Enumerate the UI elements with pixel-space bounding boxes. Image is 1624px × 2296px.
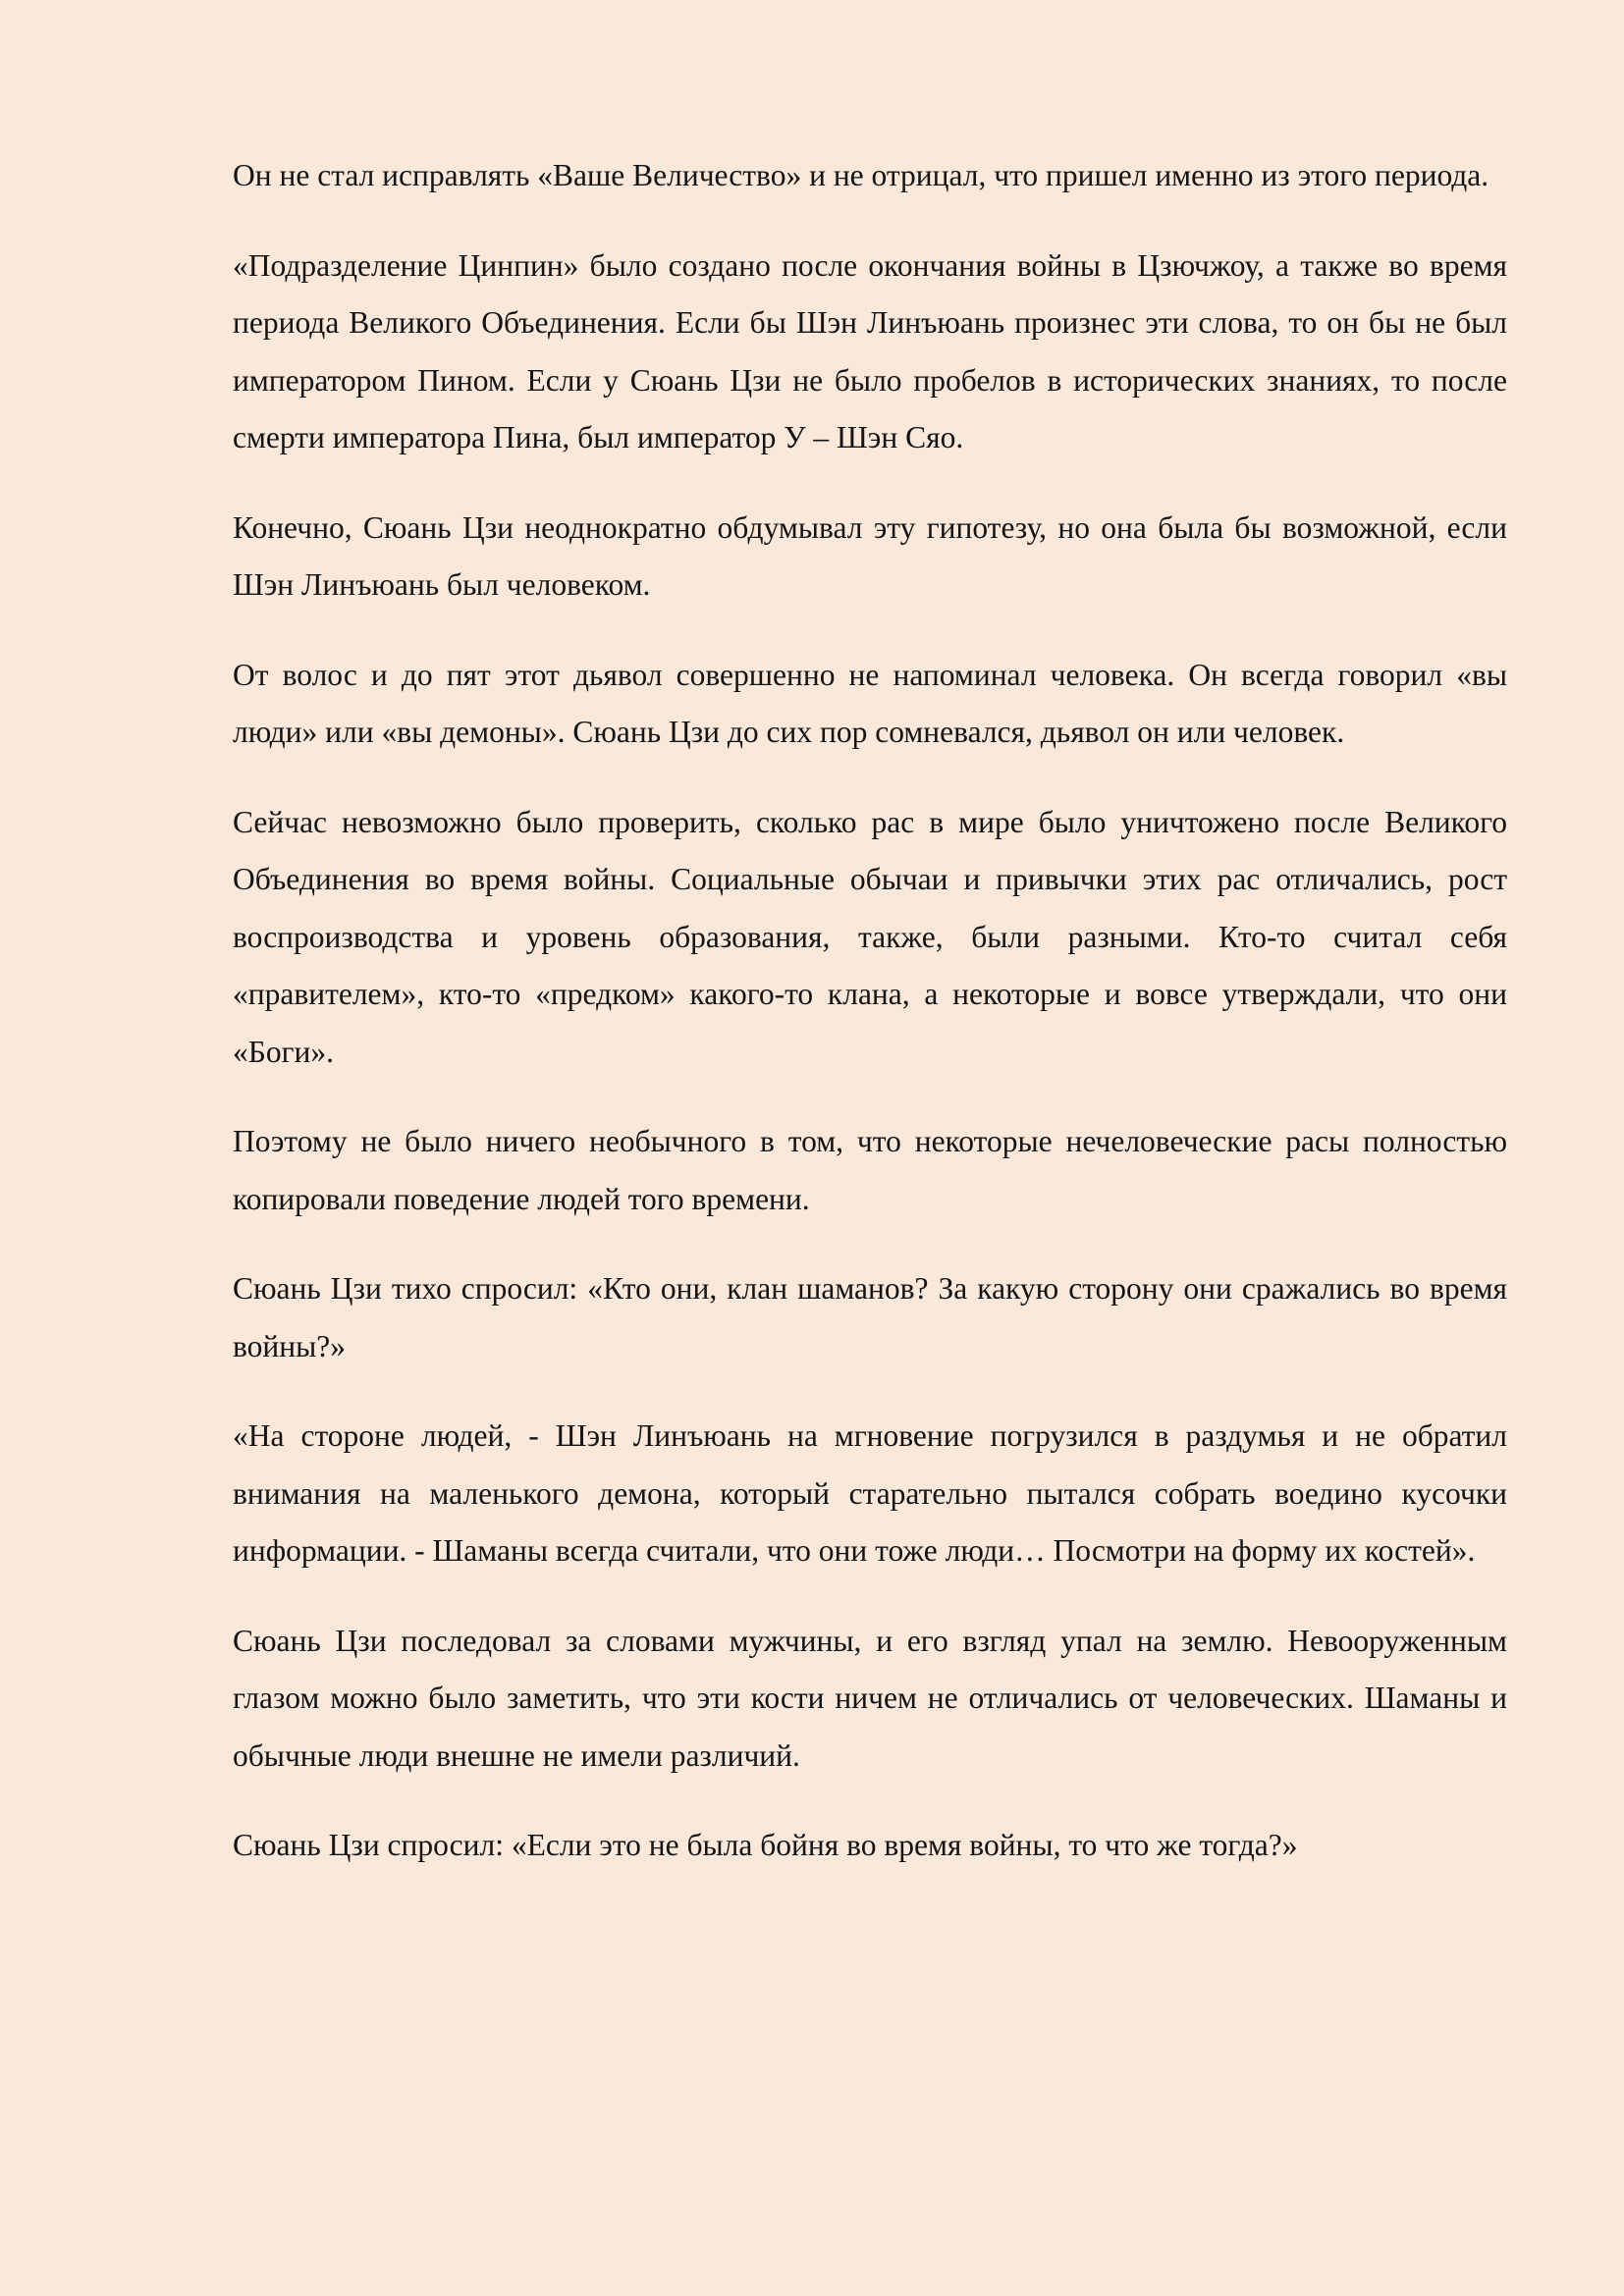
document-page xyxy=(233,147,1507,1907)
paragraph-9: Сюань Цзи последовал за словами мужчины, и его взгляд упал на землю. Невооруженным глазом можно было заметить, что эти кости ничем не отличались от человеческих. Шаманы и обычные люди внешне не имели различий. xyxy=(233,1623,1507,1773)
paragraph-1: Он не стал исправлять «Ваше Величество» и не отрицал, что пришел именно из этого периода. xyxy=(233,158,1489,192)
paragraph-7: Сюань Цзи тихо спросил: «Кто они, клан шаманов? За какую сторону они сражались во время войны?» xyxy=(233,1271,1507,1363)
paragraph-5: Сейчас невозможно было проверить, сколько рас в мире было уничтожено после Великого Объединения во время войны. Социальные обычаи и привычки этих рас отличались, рост воспроизводства и уровень образования, также, были разными. Кто-то считал себя «правителем», кто-то «предком» какого-то клана, а некоторые и вовсе утверждали, что они «Боги». xyxy=(233,804,1507,1069)
paragraph-4: От волос и до пят этот дьявол совершенно не напоминал человека. Он всегда говорил «вы люди» или «вы демоны». Сюань Цзи до сих пор сомневался, дьявол он или человек. xyxy=(233,657,1507,749)
paragraph-3: Конечно, Сюань Цзи неоднократно обдумывал эту гипотезу, но она была бы возможной, если Шэн Линъюань был человеком. xyxy=(233,509,1507,602)
paragraph-6: Поэтому не было ничего необычного в том, что некоторые нечеловеческие расы полностью копировали поведение людей того времени. xyxy=(233,1124,1507,1216)
paragraph-8: «На стороне людей, - Шэн Линъюань на мгновение погрузился в раздумья и не обратил внимания на маленького демона, который старательно пытался собрать воедино кусочки информации. - Шаманы всегда считали, что они тоже люди… Посмотри на форму их костей». xyxy=(233,1418,1507,1568)
paragraph-10: Сюань Цзи спросил: «Если это не была бойня во время войны, то что же тогда?» xyxy=(233,1828,1298,1862)
paragraph-2: «Подразделение Цинпин» было создано после окончания войны в Цзючжоу, а также во время периода Великого Объединения. Если бы Шэн Линъюань произнес эти слова, то он бы не был императором Пином. Если у Сюань Цзи не было пробелов в исторических знаниях, то после смерти императора Пина, был император У – Шэн Сяо. xyxy=(233,247,1507,454)
